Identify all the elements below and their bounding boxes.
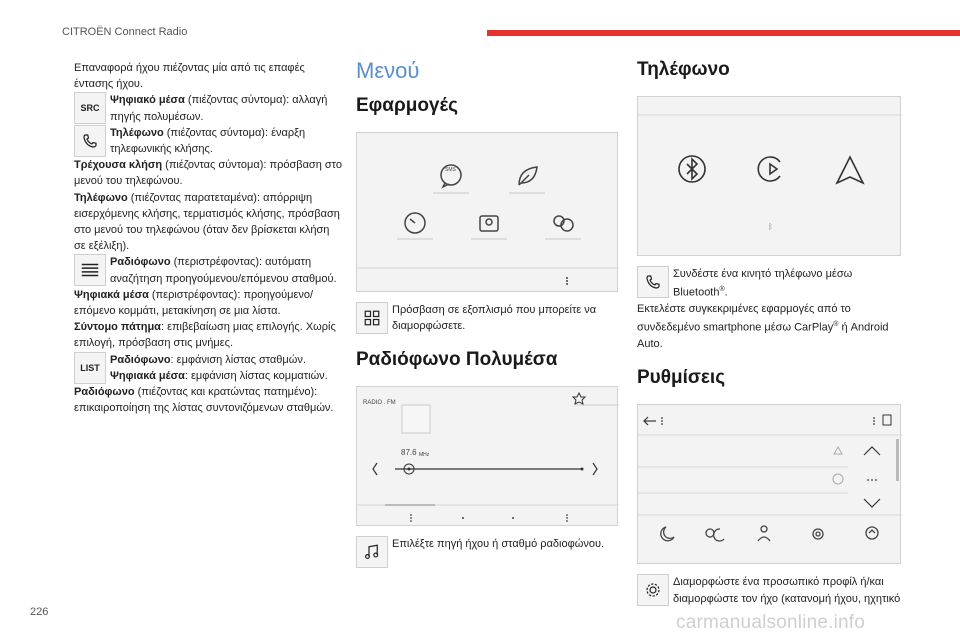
phone-caption-main: Συνδέστε ένα κινητό τηλέφωνο μέσω Bluetooth xyxy=(673,268,853,299)
radio-unit: MHz xyxy=(419,452,430,459)
menu-wheel-icon xyxy=(74,254,106,286)
watermark: carmanualsonline.info xyxy=(676,612,866,633)
settings-screen-graphic xyxy=(638,405,902,565)
menu-heading: Μενού xyxy=(356,58,420,83)
phone-screen-graphic xyxy=(638,97,902,257)
apps-caption: Πρόσβαση σε εξοπλισμό που μπορείτε να διαμορφώσετε. xyxy=(392,304,597,333)
running-header: CITROËN Connect Radio xyxy=(62,26,188,38)
src-text: (πιέζοντας σύντομα): αλλαγή πηγής πολυμέσων. xyxy=(110,94,328,123)
list-entry: LIST Ραδιόφωνο: εμφάνιση λίστας σταθμών. Ψηφιακά μέσα: εμφάνιση λίστας κομματιών. xyxy=(74,352,344,384)
short-press-text: Σύντομο πάτημα: επιβεβαίωση μιας επιλογής. Χωρίς επιλογή, πρόσβαση στις μνήμες. xyxy=(74,321,336,350)
radio-bold: Ραδιόφωνο xyxy=(110,256,171,269)
current-call-text: Τρέχουσα κλήση (πιέζοντας σύντομα): πρόσβαση στο μενού του τηλεφώνου. xyxy=(74,159,342,188)
phone-entry xyxy=(74,125,344,157)
column-menus xyxy=(356,58,618,568)
apps-screen-graphic xyxy=(357,133,619,293)
media-text: Ψηφιακά μέσα (περιστρέφοντας): προηγούμενο/επόμενο κομμάτι, μετακίνηση σε μια λίστα. xyxy=(74,288,314,318)
phone-caption-row: Συνδέστε ένα κινητό τηλέφωνο μέσω Bluetooth®. xyxy=(637,266,901,301)
phone-text: (πιέζοντας σύντομα): έναρξη τηλεφωνικής κλήσης. xyxy=(110,126,306,156)
radio-caption-row xyxy=(356,536,618,568)
list-label: LIST xyxy=(80,362,100,373)
column-phone-settings xyxy=(637,58,901,607)
page-number: 226 xyxy=(30,606,49,618)
settings-heading: Ρυθμίσεις xyxy=(637,367,726,389)
apps-heading: Εφαρμογές xyxy=(356,95,458,116)
phone-bold: Τηλέφωνο xyxy=(110,126,164,139)
music-note-icon xyxy=(356,536,388,568)
intro-text: Επαναφορά ήχου πιέζοντας μία από τις επαφές έντασης ήχου. xyxy=(74,62,305,91)
settings-caption-row xyxy=(637,574,901,606)
apps-caption-row xyxy=(356,302,618,334)
src-button-icon xyxy=(74,92,106,124)
grid-icon xyxy=(356,302,388,334)
radio-frequency: 87.6 xyxy=(401,448,417,458)
settings-caption: Διαμορφώστε ένα προσωπικό προφίλ ή/και διαμορφώστε τον ήχο (κατανομή ήχου, ηχητικό xyxy=(673,576,901,605)
radio-entry xyxy=(74,254,344,286)
radio-screen-graphic xyxy=(357,387,619,527)
refresh-text: Ραδιόφωνο (πιέζοντας και κρατώντας πατημένο): επικαιροποίηση της λίστας συντονιζόμενων σταθμών. xyxy=(74,386,334,415)
phone-long-text: Τηλέφωνο (πιέζοντας παρατεταμένα): απόρριψη εισερχόμενης κλήσης, τερματισμός κλήσης, πρόσβαση στο μενού του τηλεφώνου (όταν δεν βρίσκεται κλήση σε εξέλιξη). xyxy=(74,191,340,253)
apps-screen xyxy=(356,132,618,292)
list-button-icon xyxy=(74,352,106,384)
header-accent-bar xyxy=(487,30,960,36)
phone-screen xyxy=(637,96,901,256)
src-bold: Ψηφιακό μέσα xyxy=(110,94,185,107)
radio-heading: Ραδιόφωνο Πολυμέσα xyxy=(356,349,558,371)
svg-text:SMS: SMS xyxy=(445,167,456,173)
phone-heading: Τηλέφωνο xyxy=(637,59,730,80)
phone-handset-icon xyxy=(74,125,106,157)
src-label: SRC xyxy=(80,103,100,114)
src-entry xyxy=(74,92,344,124)
radio-caption: Επιλέξτε πηγή ήχου ή σταθμό ραδιοφώνου. xyxy=(392,538,605,551)
radio-text: (περιστρέφοντας): αυτόματη αναζήτηση προηγούμενου/επόμενου σταθμού. xyxy=(110,256,337,285)
phone-paragraph: Εκτελέστε συγκεκριμένες εφαρμογές από το συνδεδεμένο smartphone μέσω CarPlay® ή Android Auto. xyxy=(637,303,889,351)
svg-text:ᛒ: ᛒ xyxy=(768,222,773,231)
radio-screen xyxy=(356,386,618,526)
phone-caption-sup: ® xyxy=(719,286,725,294)
settings-screen xyxy=(637,404,901,564)
phone-handset-icon xyxy=(637,266,669,298)
radio-band-label: RADIO . FM xyxy=(363,400,396,407)
column-steering-controls xyxy=(74,60,344,416)
settings-gear-icon xyxy=(637,574,669,606)
